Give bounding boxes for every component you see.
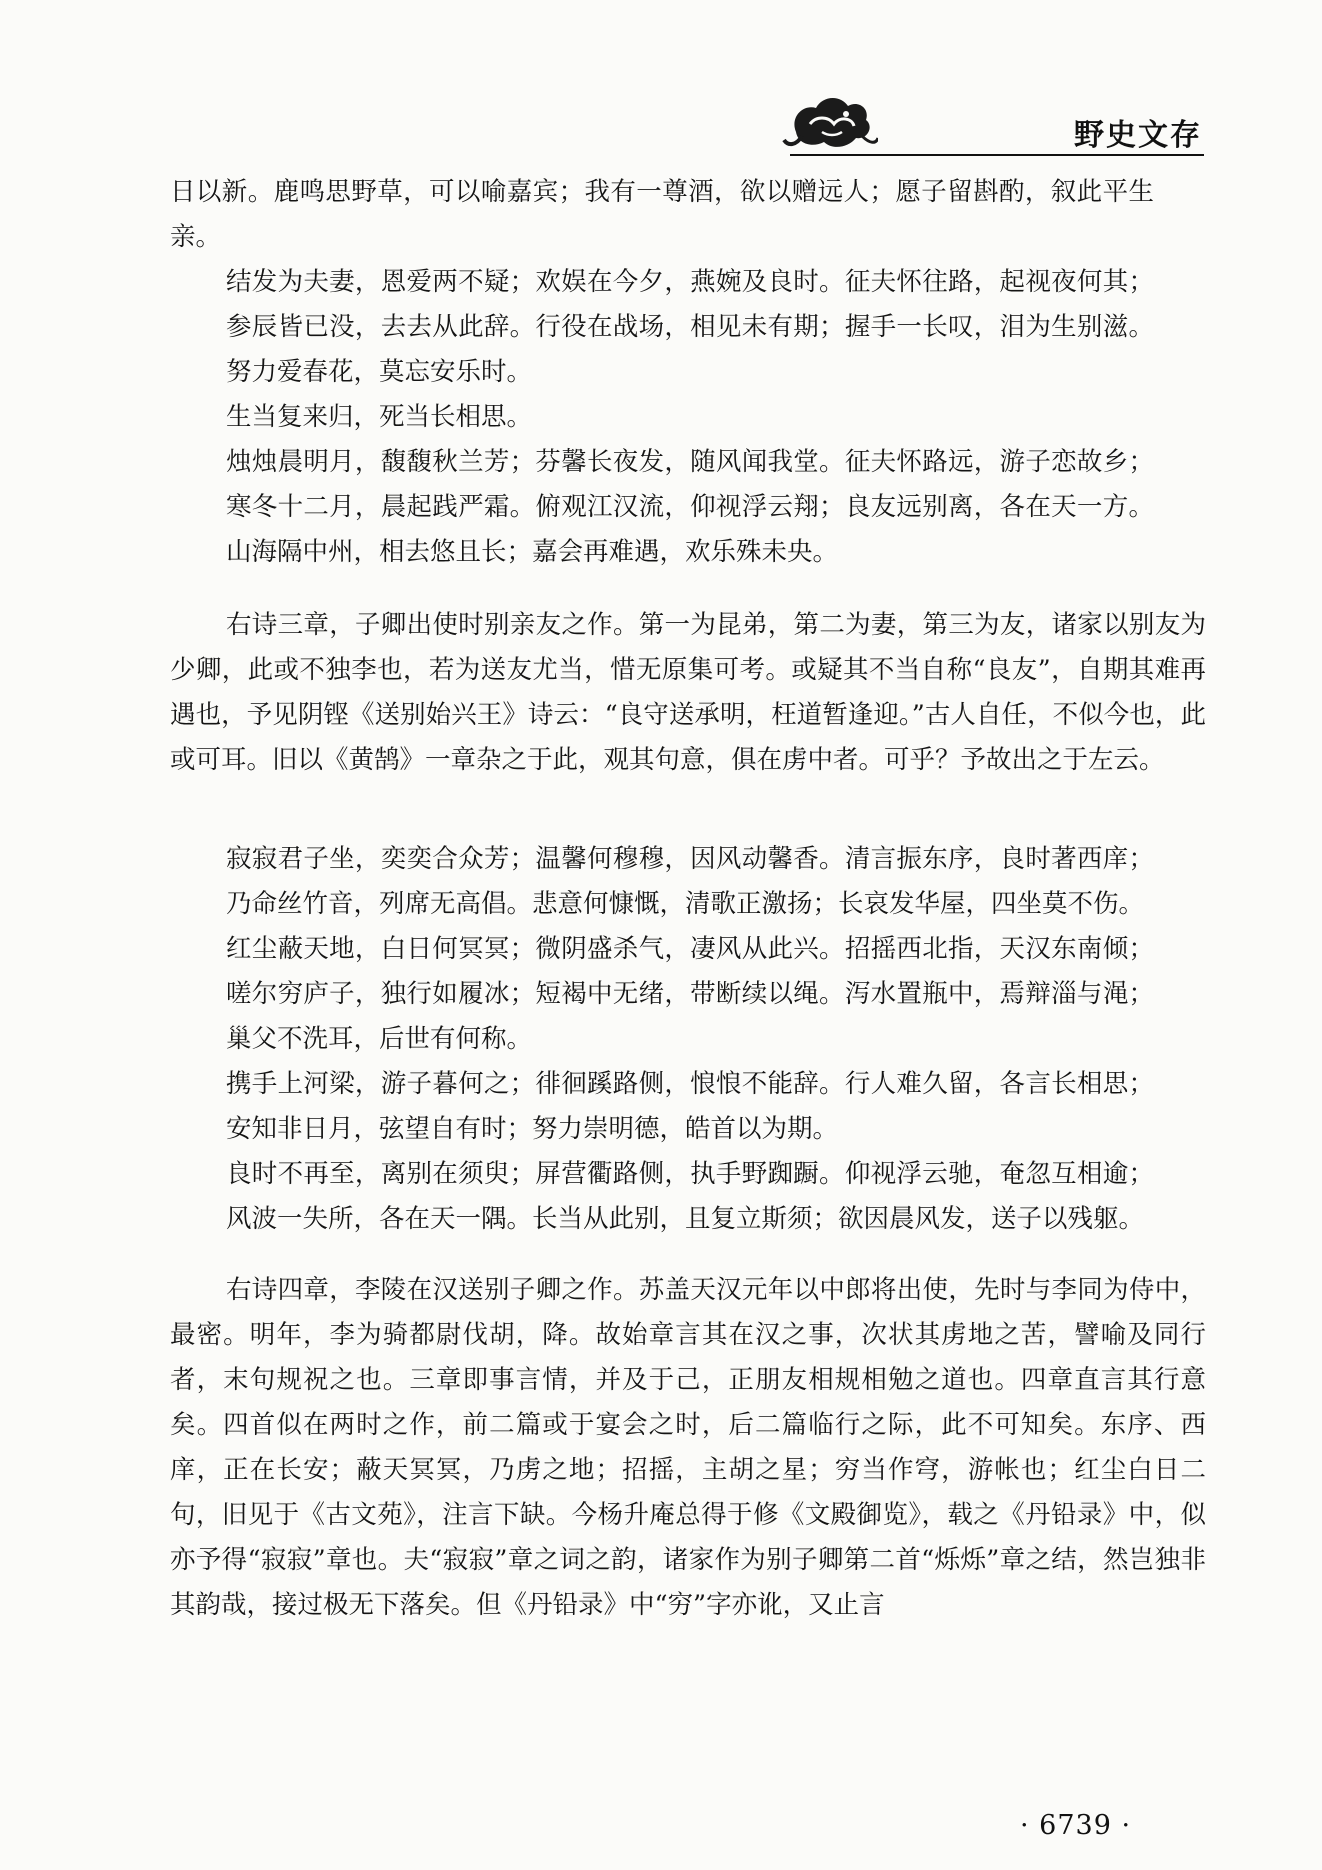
verse-paragraph: 日以新。鹿鸣思野草，可以喻嘉宾；我有一尊酒，欲以赠远人；愿子留斟酌，叙此平生亲。 bbox=[170, 177, 1154, 252]
commentary-paragraph: 右诗四章，李陵在汉送别子卿之作。苏盖天汉元年以中郎将出使，先时与李同为侍中，最密。明年，李为骑都尉伐胡，降。故始章言其在汉之事，次状其虏地之苦，譬喻及同行者，末句规祝之也。三章即事言情，并及于己，正朋友相规相勉之道也。四章直言其行意矣。四首似在两时之作，前二篇或于宴会之时，后二篇临行之际，此不可知矣。东序、西庠，正在长安；蔽天冥冥，乃虏之地；招摇，主胡之星；穷当作穹，游帐也；红尘白日二句，旧见于《古文苑》，注言下缺。今杨升庵总得于修《文殿御览》，载之《丹铅录》中，似亦予得“寂寂”章也。夫“寂寂”章之词之韵，诸家作为别子卿第二首“烁烁”章之结，然岂独非其韵哉，接过极无下落矣。但《丹铅录》中“穷”字亦讹，又止言 bbox=[170, 1275, 1206, 1620]
verse-paragraph: 寂寂君子坐，奕奕合众芳；温馨何穆穆，因风动馨香。清言振东序，良时著西庠；乃命丝竹音，列席无高倡。悲意何慷慨，清歌正激扬；长哀发华屋，四坐莫不伤。 bbox=[226, 844, 1154, 919]
page-header bbox=[0, 0, 1322, 170]
dragon-emblem-icon bbox=[782, 86, 878, 156]
header-rule bbox=[790, 154, 1204, 156]
book-title: 野史文存 bbox=[1074, 118, 1202, 153]
commentary-paragraph: 右诗三章，子卿出使时别亲友之作。第一为昆弟，第二为妻，第三为友，诸家以别友为少卿，此或不独李也，若为送友尤当，惜无原集可考。或疑其不当自称“良友”，自期其难再遇也，予见阴铿《送别始兴王》诗云：“良守送承明，枉道暂逢迎。”古人自任，不似今也，此或可耳。旧以《黄鹄》一章杂之于此，观其句意，俱在虏中者。可乎？予故出之于左云。 bbox=[170, 610, 1206, 775]
page-body bbox=[170, 170, 1206, 1628]
section-spacer bbox=[170, 783, 1206, 837]
page-number: · 6739 · bbox=[1020, 1810, 1132, 1841]
verse-paragraph: 结发为夫妻，恩爱两不疑；欢娱在今夕，燕婉及良时。征夫怀往路，起视夜何其；参辰皆已没，去去从此辞。行役在战场，相见未有期；握手一长叹，泪为生别滋。努力爱春花，莫忘安乐时。 bbox=[226, 267, 1154, 387]
verse-paragraph: 生当复来归，死当长相思。 bbox=[226, 402, 533, 432]
verse-paragraph: 红尘蔽天地，白日何冥冥；微阴盛杀气，凄风从此兴。招摇西北指，天汉东南倾；嗟尔穷庐子，独行如履冰；短褐中无绪，带断续以绳。泻水置瓶中，焉辩淄与渑；巢父不洗耳，后世有何称。 bbox=[226, 934, 1154, 1054]
section-spacer bbox=[170, 1242, 1206, 1268]
section-spacer bbox=[170, 575, 1206, 603]
verse-paragraph: 良时不再至，离别在须臾；屏营衢路侧，执手野踟蹰。仰视浮云驰，奄忽互相逾；风波一失所，各在天一隅。长当从此别，且复立斯须；欲因晨风发，送子以残躯。 bbox=[226, 1159, 1154, 1234]
verse-paragraph: 烛烛晨明月，馥馥秋兰芳；芬馨长夜发，随风闻我堂。征夫怀路远，游子恋故乡；寒冬十二月，晨起践严霜。俯观江汉流，仰视浮云翔；良友远别离，各在天一方。山海隔中州，相去悠且长；嘉会再难遇，欢乐殊未央。 bbox=[226, 447, 1154, 567]
verse-paragraph: 携手上河梁，游子暮何之；徘徊蹊路侧，悢悢不能辞。行人难久留，各言长相思；安知非日月，弦望自有时；努力崇明德，皓首以为期。 bbox=[226, 1069, 1154, 1144]
